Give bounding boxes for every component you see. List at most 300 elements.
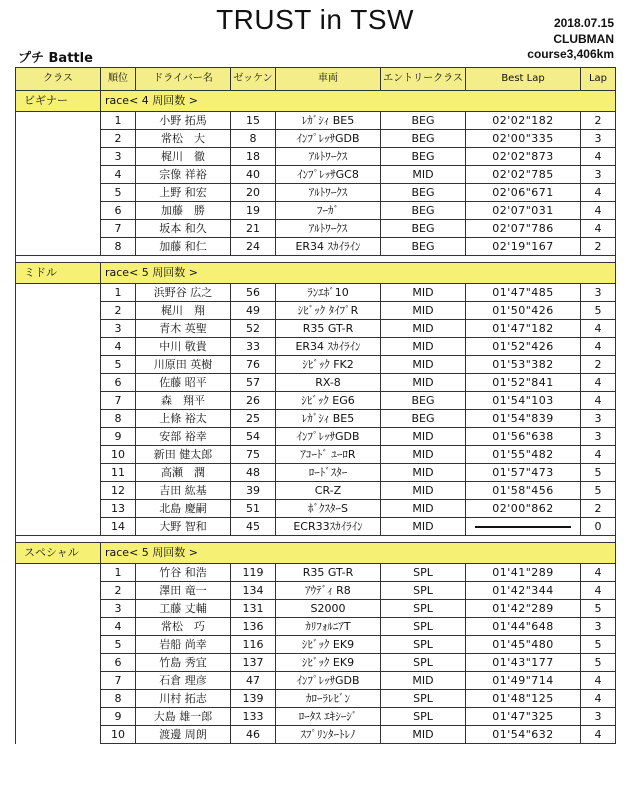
entry-class-cell: MID (381, 320, 466, 338)
lap-count-cell: 3 (581, 708, 616, 726)
car-model-cell: ｶﾘﾌｫﾙﾆｱT (276, 618, 381, 636)
entry-class-cell: SPL (381, 636, 466, 654)
table-row (16, 220, 616, 238)
position-cell: 10 (101, 446, 136, 464)
position-cell: 13 (101, 500, 136, 518)
lap-count-cell: 2 (581, 112, 616, 130)
car-number-cell: 26 (231, 392, 276, 410)
table-row (16, 130, 616, 148)
position-cell: 5 (101, 636, 136, 654)
class-cell (16, 148, 101, 166)
entry-class-cell: SPL (381, 654, 466, 672)
driver-cell: 石倉 理彦 (136, 672, 231, 690)
table-row (16, 320, 616, 338)
lap-count-cell: 4 (581, 690, 616, 708)
entry-class-cell: BEG (381, 184, 466, 202)
position-cell: 7 (101, 392, 136, 410)
car-number-cell: 119 (231, 564, 276, 582)
car-model-cell: ｲﾝﾌﾟﾚｯｻGDB (276, 672, 381, 690)
lap-count-cell: 3 (581, 284, 616, 302)
car-model-cell: ｱﾙﾄﾜｰｸｽ (276, 184, 381, 202)
col-header-lap: Lap (581, 68, 616, 91)
car-number-cell: 75 (231, 446, 276, 464)
lap-count-cell: 5 (581, 482, 616, 500)
lap-count-cell: 5 (581, 600, 616, 618)
car-model-cell: ER34 ｽｶｲﾗｲﾝ (276, 238, 381, 256)
driver-cell: 梶川 翔 (136, 302, 231, 320)
car-number-cell: 131 (231, 600, 276, 618)
class-cell (16, 672, 101, 690)
lap-count-cell: 5 (581, 654, 616, 672)
class-cell (16, 428, 101, 446)
car-number-cell: 49 (231, 302, 276, 320)
car-model-cell: ｱﾙﾄﾜｰｸｽ (276, 220, 381, 238)
best-lap-cell: 01'54"632 (466, 726, 581, 744)
lap-count-cell: 3 (581, 410, 616, 428)
position-cell: 5 (101, 356, 136, 374)
class-cell (16, 618, 101, 636)
lap-count-cell: 5 (581, 302, 616, 320)
car-number-cell: 134 (231, 582, 276, 600)
car-model-cell: ﾛｰﾄﾞｽﾀｰ (276, 464, 381, 482)
position-cell: 9 (101, 708, 136, 726)
table-row (16, 356, 616, 374)
car-model-cell: ｽﾌﾟﾘﾝﾀｰﾄﾚﾉ (276, 726, 381, 744)
spacer-cell (16, 256, 616, 263)
table-row (16, 690, 616, 708)
position-cell: 4 (101, 618, 136, 636)
car-model-cell: ﾚｶﾞｼｨ BE5 (276, 410, 381, 428)
entry-class-cell: SPL (381, 564, 466, 582)
no-time-line (475, 526, 571, 528)
class-cell (16, 284, 101, 302)
class-cell (16, 582, 101, 600)
table-row (16, 464, 616, 482)
lap-count-cell: 4 (581, 320, 616, 338)
table-row (16, 564, 616, 582)
class-cell (16, 392, 101, 410)
class-cell (16, 202, 101, 220)
car-number-cell: 137 (231, 654, 276, 672)
position-cell: 2 (101, 302, 136, 320)
lap-count-cell: 4 (581, 148, 616, 166)
position-cell: 3 (101, 320, 136, 338)
car-model-cell: ｲﾝﾌﾟﾚｯｻGDB (276, 130, 381, 148)
driver-cell: 加藤 勝 (136, 202, 231, 220)
table-row (16, 112, 616, 130)
driver-cell: 宗像 祥裕 (136, 166, 231, 184)
entry-class-cell: BEG (381, 202, 466, 220)
best-lap-cell: 01'47"325 (466, 708, 581, 726)
car-model-cell: R35 GT-R (276, 564, 381, 582)
lap-count-cell: 4 (581, 202, 616, 220)
car-number-cell: 33 (231, 338, 276, 356)
entry-class-cell: MID (381, 356, 466, 374)
driver-cell: 吉田 紘基 (136, 482, 231, 500)
car-number-cell: 47 (231, 672, 276, 690)
car-number-cell: 116 (231, 636, 276, 654)
car-model-cell: ｶﾛｰﾗﾚﾋﾞﾝ (276, 690, 381, 708)
position-cell: 9 (101, 428, 136, 446)
section-race-info: race< 5 周回数 > (101, 263, 616, 284)
best-lap-cell: 01'42"344 (466, 582, 581, 600)
driver-cell: 常松 大 (136, 130, 231, 148)
driver-cell: 小野 拓馬 (136, 112, 231, 130)
lap-count-cell: 4 (581, 582, 616, 600)
best-lap-cell: 01'43"177 (466, 654, 581, 672)
entry-class-cell: MID (381, 428, 466, 446)
driver-cell: 常松 巧 (136, 618, 231, 636)
entry-class-cell: BEG (381, 410, 466, 428)
position-cell: 4 (101, 338, 136, 356)
class-cell (16, 238, 101, 256)
car-number-cell: 15 (231, 112, 276, 130)
driver-cell: 北島 慶嗣 (136, 500, 231, 518)
class-cell (16, 564, 101, 582)
car-model-cell: ｱｺｰﾄﾞ ﾕｰﾛR (276, 446, 381, 464)
table-row (16, 238, 616, 256)
entry-class-cell: BEG (381, 112, 466, 130)
col-header-number: ゼッケン (231, 68, 276, 91)
class-cell (16, 184, 101, 202)
entry-class-cell: BEG (381, 238, 466, 256)
table-row (16, 582, 616, 600)
car-number-cell: 56 (231, 284, 276, 302)
driver-cell: 大野 智和 (136, 518, 231, 536)
position-cell: 3 (101, 148, 136, 166)
table-row (16, 374, 616, 392)
driver-cell: 上野 和宏 (136, 184, 231, 202)
table-row (16, 428, 616, 446)
position-cell: 7 (101, 672, 136, 690)
table-header-row (16, 68, 616, 91)
car-number-cell: 19 (231, 202, 276, 220)
car-number-cell: 21 (231, 220, 276, 238)
section-class-name: ミドル (16, 263, 101, 284)
driver-cell: 梶川 徹 (136, 148, 231, 166)
car-number-cell: 18 (231, 148, 276, 166)
section-race-info: race< 5 周回数 > (101, 543, 616, 564)
position-cell: 3 (101, 600, 136, 618)
table-row (16, 500, 616, 518)
position-cell: 8 (101, 410, 136, 428)
driver-cell: 上條 裕太 (136, 410, 231, 428)
best-lap-cell: 02'00"862 (466, 500, 581, 518)
table-row (16, 708, 616, 726)
entry-class-cell: MID (381, 672, 466, 690)
best-lap-cell: 01'47"182 (466, 320, 581, 338)
lap-count-cell: 0 (581, 518, 616, 536)
car-number-cell: 46 (231, 726, 276, 744)
table-row (16, 302, 616, 320)
car-model-cell: RX-8 (276, 374, 381, 392)
table-row (16, 636, 616, 654)
car-number-cell: 133 (231, 708, 276, 726)
position-cell: 1 (101, 284, 136, 302)
entry-class-cell: BEG (381, 130, 466, 148)
car-model-cell: ｼﾋﾞｯｸ ﾀｲﾌﾟR (276, 302, 381, 320)
class-cell (16, 166, 101, 184)
car-number-cell: 20 (231, 184, 276, 202)
section-header-row (16, 263, 616, 284)
best-lap-cell: 01'52"841 (466, 374, 581, 392)
position-cell: 11 (101, 464, 136, 482)
entry-class-cell: BEG (381, 148, 466, 166)
best-lap-cell: 02'19"167 (466, 238, 581, 256)
col-header-best-lap: Best Lap (466, 68, 581, 91)
table-row (16, 600, 616, 618)
car-model-cell: ｼﾋﾞｯｸ EG6 (276, 392, 381, 410)
spacer-cell (16, 536, 616, 543)
lap-count-cell: 2 (581, 500, 616, 518)
driver-cell: 澤田 竜一 (136, 582, 231, 600)
class-cell (16, 482, 101, 500)
car-number-cell: 40 (231, 166, 276, 184)
driver-cell: 竹谷 和浩 (136, 564, 231, 582)
car-model-cell: ﾌｰｶﾞ (276, 202, 381, 220)
car-number-cell: 8 (231, 130, 276, 148)
col-header-class: クラス (16, 68, 101, 91)
lap-count-cell: 4 (581, 392, 616, 410)
best-lap-cell: 01'54"103 (466, 392, 581, 410)
table-row (16, 654, 616, 672)
col-header-driver: ドライバー名 (136, 68, 231, 91)
driver-cell: 加藤 和仁 (136, 238, 231, 256)
event-date: 2018.07.15 (553, 16, 614, 30)
car-number-cell: 54 (231, 428, 276, 446)
section-race-info: race< 4 周回数 > (101, 91, 616, 112)
best-lap-cell (466, 518, 581, 536)
car-model-cell: S2000 (276, 600, 381, 618)
car-model-cell: ｱﾙﾄﾜｰｸｽ (276, 148, 381, 166)
best-lap-cell: 02'06"671 (466, 184, 581, 202)
class-cell (16, 320, 101, 338)
class-cell (16, 112, 101, 130)
best-lap-cell: 01'58"456 (466, 482, 581, 500)
class-cell (16, 500, 101, 518)
entry-class-cell: SPL (381, 690, 466, 708)
entry-class-cell: MID (381, 482, 466, 500)
driver-cell: 森 翔平 (136, 392, 231, 410)
lap-count-cell: 4 (581, 374, 616, 392)
class-cell (16, 374, 101, 392)
col-header-car: 車両 (276, 68, 381, 91)
col-header-position: 順位 (101, 68, 136, 91)
class-cell (16, 130, 101, 148)
best-lap-cell: 02'07"031 (466, 202, 581, 220)
car-model-cell: ｲﾝﾌﾟﾚｯｻGDB (276, 428, 381, 446)
best-lap-cell: 02'02"182 (466, 112, 581, 130)
position-cell: 1 (101, 564, 136, 582)
entry-class-cell: SPL (381, 582, 466, 600)
car-model-cell: ｱｳﾃﾞｨ R8 (276, 582, 381, 600)
lap-count-cell: 4 (581, 184, 616, 202)
car-model-cell: ﾎﾞｸｽﾀｰS (276, 500, 381, 518)
best-lap-cell: 01'52"426 (466, 338, 581, 356)
table-row (16, 148, 616, 166)
best-lap-cell: 01'55"482 (466, 446, 581, 464)
car-model-cell: ﾗﾝｴﾎﾞ10 (276, 284, 381, 302)
driver-cell: 大島 雄一郎 (136, 708, 231, 726)
lap-count-cell: 3 (581, 428, 616, 446)
class-cell (16, 410, 101, 428)
driver-cell: 坂本 和久 (136, 220, 231, 238)
lap-count-cell: 4 (581, 446, 616, 464)
class-cell (16, 690, 101, 708)
entry-class-cell: BEG (381, 220, 466, 238)
section-header-row (16, 543, 616, 564)
best-lap-cell: 01'47"485 (466, 284, 581, 302)
position-cell: 6 (101, 654, 136, 672)
car-model-cell: R35 GT-R (276, 320, 381, 338)
lap-count-cell: 3 (581, 130, 616, 148)
car-number-cell: 76 (231, 356, 276, 374)
lap-count-cell: 5 (581, 464, 616, 482)
driver-cell: 高瀬 潤 (136, 464, 231, 482)
car-number-cell: 45 (231, 518, 276, 536)
entry-class-cell: MID (381, 338, 466, 356)
lap-count-cell: 5 (581, 636, 616, 654)
position-cell: 8 (101, 238, 136, 256)
lap-count-cell: 3 (581, 618, 616, 636)
entry-class-cell: MID (381, 284, 466, 302)
driver-cell: 渡邊 周朗 (136, 726, 231, 744)
best-lap-cell: 02'02"785 (466, 166, 581, 184)
entry-class-cell: SPL (381, 600, 466, 618)
car-number-cell: 39 (231, 482, 276, 500)
car-number-cell: 24 (231, 238, 276, 256)
class-cell (16, 464, 101, 482)
section-spacer-row (16, 256, 616, 263)
entry-class-cell: SPL (381, 618, 466, 636)
best-lap-cell: 01'42"289 (466, 600, 581, 618)
class-cell (16, 220, 101, 238)
lap-count-cell: 4 (581, 726, 616, 744)
car-number-cell: 57 (231, 374, 276, 392)
class-cell (16, 726, 101, 744)
car-model-cell: ｼﾋﾞｯｸ EK9 (276, 636, 381, 654)
col-header-entry-class: エントリークラス (381, 68, 466, 91)
lap-count-cell: 4 (581, 672, 616, 690)
driver-cell: 浜野谷 広之 (136, 284, 231, 302)
table-row (16, 284, 616, 302)
class-cell (16, 338, 101, 356)
entry-class-cell: MID (381, 446, 466, 464)
class-cell (16, 600, 101, 618)
best-lap-cell: 01'44"648 (466, 618, 581, 636)
position-cell: 7 (101, 220, 136, 238)
lap-count-cell: 4 (581, 220, 616, 238)
driver-cell: 工藤 丈輔 (136, 600, 231, 618)
position-cell: 10 (101, 726, 136, 744)
best-lap-cell: 02'07"786 (466, 220, 581, 238)
results-table (15, 67, 616, 744)
entry-class-cell: MID (381, 374, 466, 392)
table-row (16, 518, 616, 536)
entry-class-cell: MID (381, 726, 466, 744)
car-model-cell: ﾚｶﾞｼｨ BE5 (276, 112, 381, 130)
entry-class-cell: MID (381, 302, 466, 320)
position-cell: 6 (101, 202, 136, 220)
position-cell: 12 (101, 482, 136, 500)
car-model-cell: ER34 ｽｶｲﾗｲﾝ (276, 338, 381, 356)
driver-cell: 岩船 尚幸 (136, 636, 231, 654)
best-lap-cell: 01'56"638 (466, 428, 581, 446)
venue-name: CLUBMAN (553, 32, 614, 46)
car-number-cell: 136 (231, 618, 276, 636)
table-row (16, 392, 616, 410)
class-cell (16, 708, 101, 726)
course-length: course3,406km (527, 47, 614, 61)
car-number-cell: 52 (231, 320, 276, 338)
lap-count-cell: 4 (581, 564, 616, 582)
car-number-cell: 48 (231, 464, 276, 482)
car-number-cell: 51 (231, 500, 276, 518)
best-lap-cell: 01'54"839 (466, 410, 581, 428)
section-spacer-row (16, 536, 616, 543)
driver-cell: 竹島 秀宜 (136, 654, 231, 672)
car-model-cell: ECR33ｽｶｲﾗｲﾝ (276, 518, 381, 536)
car-model-cell: ｼﾋﾞｯｸ FK2 (276, 356, 381, 374)
driver-cell: 川村 拓志 (136, 690, 231, 708)
position-cell: 1 (101, 112, 136, 130)
best-lap-cell: 02'02"873 (466, 148, 581, 166)
car-number-cell: 25 (231, 410, 276, 428)
class-cell (16, 518, 101, 536)
class-cell (16, 636, 101, 654)
best-lap-cell: 01'53"382 (466, 356, 581, 374)
car-number-cell: 139 (231, 690, 276, 708)
table-row (16, 184, 616, 202)
table-row (16, 726, 616, 744)
driver-cell: 安部 裕幸 (136, 428, 231, 446)
table-row (16, 482, 616, 500)
driver-cell: 川原田 英樹 (136, 356, 231, 374)
entry-class-cell: BEG (381, 392, 466, 410)
position-cell: 2 (101, 582, 136, 600)
car-model-cell: CR-Z (276, 482, 381, 500)
position-cell: 6 (101, 374, 136, 392)
table-row (16, 618, 616, 636)
best-lap-cell: 01'49"714 (466, 672, 581, 690)
position-cell: 8 (101, 690, 136, 708)
best-lap-cell: 01'48"125 (466, 690, 581, 708)
best-lap-cell: 02'00"335 (466, 130, 581, 148)
class-cell (16, 302, 101, 320)
car-model-cell: ﾛｰﾀｽ ｴｷｼｰｼﾞ (276, 708, 381, 726)
class-cell (16, 654, 101, 672)
table-row (16, 672, 616, 690)
lap-count-cell: 2 (581, 356, 616, 374)
best-lap-cell: 01'50"426 (466, 302, 581, 320)
entry-class-cell: MID (381, 500, 466, 518)
table-row (16, 446, 616, 464)
entry-class-cell: MID (381, 166, 466, 184)
section-header-row (16, 91, 616, 112)
lap-count-cell: 3 (581, 166, 616, 184)
car-model-cell: ｲﾝﾌﾟﾚｯｻGC8 (276, 166, 381, 184)
best-lap-cell: 01'45"480 (466, 636, 581, 654)
results-body (16, 91, 616, 744)
table-row (16, 338, 616, 356)
entry-class-cell: MID (381, 464, 466, 482)
best-lap-cell: 01'41"289 (466, 564, 581, 582)
event-subtitle: プチ Battle (18, 51, 93, 66)
driver-cell: 佐藤 昭平 (136, 374, 231, 392)
page-title: TRUST in TSW (216, 4, 414, 35)
best-lap-cell: 01'57"473 (466, 464, 581, 482)
position-cell: 2 (101, 130, 136, 148)
